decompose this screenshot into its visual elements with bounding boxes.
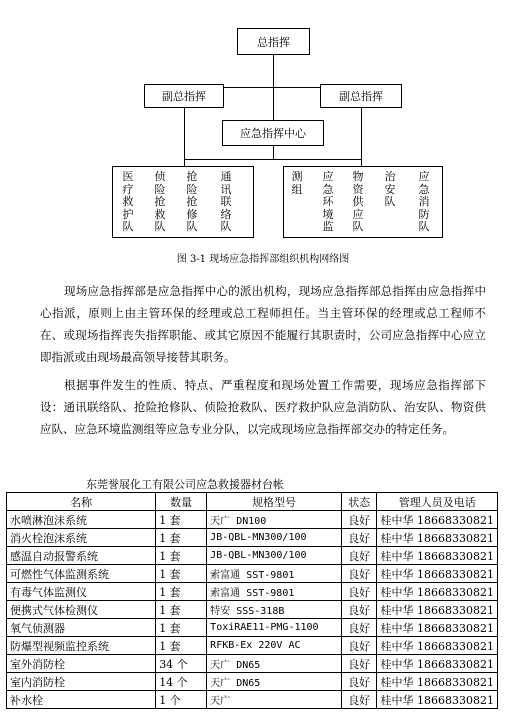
cell-contact: 桂中华 18668330821 bbox=[377, 691, 498, 709]
cell-status: 良好 bbox=[341, 619, 377, 637]
column-header: 名称 bbox=[7, 493, 156, 511]
cell-contact: 桂中华 18668330821 bbox=[377, 619, 498, 637]
cell-status: 良好 bbox=[341, 547, 377, 565]
table-row bbox=[7, 691, 498, 709]
cell-model: 索富通 SST-9801 bbox=[207, 583, 342, 601]
connector bbox=[184, 159, 185, 166]
cell-contact: 桂中华 18668330821 bbox=[377, 637, 498, 655]
column-header: 数量 bbox=[156, 493, 207, 511]
cell-model: ToxiRAE11-PMG-1100 bbox=[207, 619, 342, 637]
table-row bbox=[7, 601, 498, 619]
cell-model: 索富通 SST-9801 bbox=[207, 565, 342, 583]
unit-label: 侦险抢救队 bbox=[154, 170, 166, 233]
cell-model: 天广 bbox=[207, 691, 342, 709]
cell-name: 室内消防栓 bbox=[7, 673, 156, 691]
cell-name: 有毒气体监测仪 bbox=[7, 583, 156, 601]
cell-contact: 桂中华 18668330821 bbox=[377, 655, 498, 673]
connector bbox=[273, 146, 274, 159]
chart-box-deputy-left: 副总指挥 bbox=[144, 84, 224, 108]
cell-quantity: 1 套 bbox=[156, 601, 207, 619]
cell-quantity: 1 套 bbox=[156, 583, 207, 601]
cell-model: 天广 DN100 bbox=[207, 511, 342, 529]
cell-status: 良好 bbox=[341, 673, 377, 691]
cell-quantity: 1 套 bbox=[156, 547, 207, 565]
connector bbox=[273, 55, 274, 87]
column-header: 状态 bbox=[341, 493, 377, 511]
cell-name: 可燃性气体监测系统 bbox=[7, 565, 156, 583]
table-row bbox=[7, 655, 498, 673]
cell-name: 便携式气体检测仪 bbox=[7, 601, 156, 619]
figure-caption: 图 3-1 现场应急指挥部组织机构网络图 bbox=[176, 254, 350, 265]
paragraph: 根据事件发生的性质、特点、严重程度和现场处置工作需要，现场应急指挥部下设：通讯联络队、抢险抢修队、侦险抢救队、医疗救护队应急消防队、治安队、物资供应队、应急环境监测组等应急专业分队，以完成现场应急指挥部交办的特定任务。 bbox=[40, 378, 486, 436]
paragraph: 现场应急指挥部是应急指挥中心的派出机构，现场应急指挥部总指挥由应急指挥中心指派，原则上由主管环保的经理或总工程师担任。当主管环保的经理或总工程师不在、或现场指挥丧失指挥职能、或其它原因不能履行其职责时，公司应急指挥中心应立即指派或由现场最高领导接替其职务。 bbox=[40, 284, 486, 364]
cell-quantity: 14 个 bbox=[156, 673, 207, 691]
table-row bbox=[7, 565, 498, 583]
cell-status: 良好 bbox=[341, 601, 377, 619]
cell-model: JB-QBL-MN300/100 bbox=[207, 529, 342, 547]
cell-contact: 桂中华 18668330821 bbox=[377, 673, 498, 691]
unit-label: 应急环境监 bbox=[322, 170, 334, 233]
column-header: 管理人员及电话 bbox=[377, 493, 498, 511]
unit-label: 抢险抢修队 bbox=[186, 170, 198, 233]
cell-name: 水喷淋泡沫系统 bbox=[7, 511, 156, 529]
cell-quantity: 1 套 bbox=[156, 529, 207, 547]
cell-name: 感温自动报警系统 bbox=[7, 547, 156, 565]
connector bbox=[184, 159, 362, 160]
cell-name: 防爆型视频监控系统 bbox=[7, 637, 156, 655]
table-row bbox=[7, 637, 498, 655]
cell-quantity: 1 套 bbox=[156, 511, 207, 529]
cell-name: 补水栓 bbox=[7, 691, 156, 709]
cell-name: 室外消防栓 bbox=[7, 655, 156, 673]
cell-status: 良好 bbox=[341, 565, 377, 583]
cell-status: 良好 bbox=[341, 583, 377, 601]
cell-status: 良好 bbox=[341, 529, 377, 547]
table-row bbox=[7, 673, 498, 691]
unit-label: 治安队 bbox=[384, 170, 396, 208]
equipment-table bbox=[6, 492, 498, 709]
table-row bbox=[7, 529, 498, 547]
column-header: 规格型号 bbox=[207, 493, 342, 511]
unit-label: 医疗救护队 bbox=[122, 170, 134, 233]
cell-status: 良好 bbox=[341, 637, 377, 655]
cell-quantity: 1 套 bbox=[156, 637, 207, 655]
table-row bbox=[7, 583, 498, 601]
unit-label: 应急消防队 bbox=[418, 170, 430, 233]
cell-name: 消火栓泡沫系统 bbox=[7, 529, 156, 547]
cell-contact: 桂中华 18668330821 bbox=[377, 583, 498, 601]
cell-quantity: 1 套 bbox=[156, 619, 207, 637]
chart-box-emergency-center: 应急指挥中心 bbox=[222, 120, 324, 146]
cell-contact: 桂中华 18668330821 bbox=[377, 529, 498, 547]
cell-model: 天广 DN65 bbox=[207, 673, 342, 691]
table-row bbox=[7, 511, 498, 529]
table-row bbox=[7, 619, 498, 637]
unit-label: 测组 bbox=[291, 170, 303, 196]
table-header-row bbox=[7, 493, 498, 511]
cell-model: JB-QBL-MN300/100 bbox=[207, 547, 342, 565]
connector bbox=[273, 87, 274, 120]
cell-contact: 桂中华 18668330821 bbox=[377, 565, 498, 583]
cell-model: 特安 SSS-318B bbox=[207, 601, 342, 619]
cell-model: RFKB-Ex 220V AC bbox=[207, 637, 342, 655]
cell-status: 良好 bbox=[341, 511, 377, 529]
connector bbox=[184, 108, 185, 159]
chart-box-deputy-right: 副总指挥 bbox=[320, 84, 402, 108]
cell-quantity: 34 个 bbox=[156, 655, 207, 673]
cell-contact: 桂中华 18668330821 bbox=[377, 601, 498, 619]
cell-quantity: 1 个 bbox=[156, 691, 207, 709]
table-title: 东莞誉展化工有限公司应急救援器材台帐 bbox=[86, 478, 284, 491]
cell-quantity: 1 套 bbox=[156, 565, 207, 583]
chart-box-commander: 总指挥 bbox=[237, 28, 310, 55]
table-row bbox=[7, 547, 498, 565]
cell-contact: 桂中华 18668330821 bbox=[377, 511, 498, 529]
connector bbox=[361, 159, 362, 166]
cell-name: 氧气侦测器 bbox=[7, 619, 156, 637]
cell-model: 天广 DN65 bbox=[207, 655, 342, 673]
unit-label: 通讯联络队 bbox=[220, 170, 232, 233]
connector bbox=[361, 108, 362, 159]
unit-label: 物资供应队 bbox=[352, 170, 364, 233]
cell-status: 良好 bbox=[341, 655, 377, 673]
cell-status: 良好 bbox=[341, 691, 377, 709]
cell-contact: 桂中华 18668330821 bbox=[377, 547, 498, 565]
